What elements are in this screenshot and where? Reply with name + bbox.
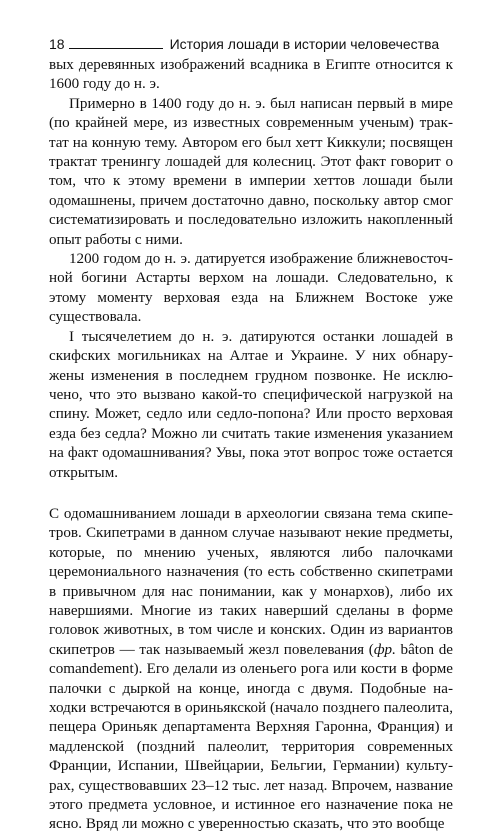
header-rule (69, 48, 163, 49)
scepters-text-start: С одомашниванием лошади в археологии связана тема скипетров. Скипетрами в данном случае называют некие предметы, которые, по мнению ученых, являются либо палочками церемониального назначения (то есть собственно скипетрами в привычном для нас понимании, как у монархов), либо их навершиями. Многие из таких наверший сделаны в форме головок животных, в том числе и конских. Один из вариантов скипетров — так называемый жезл повелевания ( (49, 505, 453, 658)
page-number: 18 (49, 36, 65, 52)
section-break (49, 483, 453, 505)
paragraph-astarte: 1200 годом до н. э. датируется изображение ближневосточной богини Астарты верхом на лошади. Следовательно, к этому моменту верховая езда на Ближнем Востоке уже существовала. (49, 251, 453, 326)
paragraph-scepters (49, 505, 453, 835)
paragraph-continuation: вых деревянных изображений всадника в Египте относится к 1600 году до н. э. (49, 57, 453, 93)
running-title: История лошади в истории человечества (169, 36, 440, 52)
running-header (49, 30, 453, 52)
paragraph-scythian: I тысячелетием до н. э. датируются останки лошадей в скифских могильниках на Алтае и Украине. У них обнаружены изменения в последнем грудном позвонке. Не исключено, что это вызвано какой-то специфической нагрузкой на спину. Может, седло или седло-попона? Или просто верховая езда без седла? Можно ли считать такие изменения указанием на факт одомашнивания? Увы, пока этот вопрос тоже остается открытым. (49, 328, 453, 481)
abbreviation-french: фр. (373, 641, 396, 658)
paragraph-treatise: Примерно в 1400 году до н. э. был написан первый в мире (по крайней мере, из известных современным ученым) трактат на конную тему. Автором его был хетт Киккули; посвящен трактат тренингу лошадей для колесниц. Этот факт говорит о том, что к этому времени в империи хеттов лошади были одомашнены, причем достаточно давно, поскольку автор смог систематизировать и последовательно изложить накопленный опыт работы с ними. (49, 95, 453, 248)
scepters-text-end: bâton de comandement). Его делали из оленьего рога или кости в форме палочки с дыркой на конце, иногда с двумя. Подобные находки встречаются в ориньякской (начало позднего палеолита, пещера Ориньяк департамента Верхняя Гаронна, Франция) и мадленской (поздний палеолит, территория современных Франции, Испании, Швейцарии, Бельгии, Германии) культурах, существовавших 23–12 тыс. лет назад. Впрочем, название этого предмета условное, и истинное его назначение пока не ясно. Вряд ли можно с уверенностью сказать, что это вообще (49, 641, 453, 833)
book-page (49, 30, 453, 835)
body-text (49, 56, 453, 835)
